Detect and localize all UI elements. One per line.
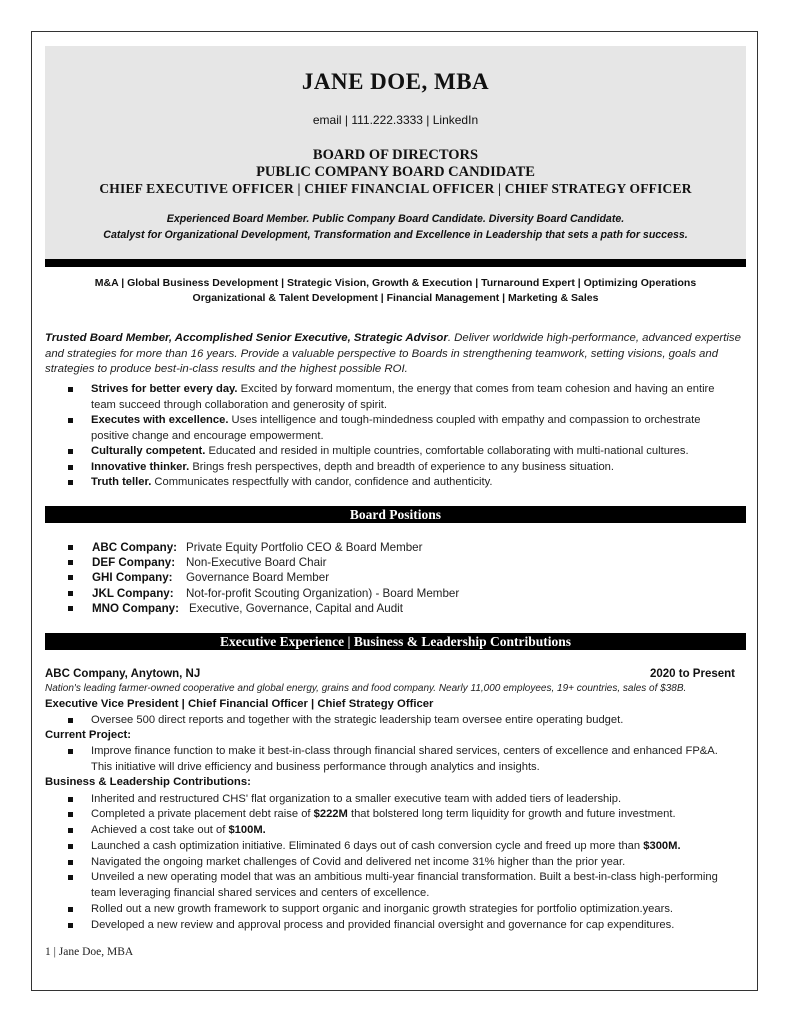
board-positions-heading: Board Positions (45, 506, 746, 523)
bullet-square-icon (68, 828, 73, 833)
board-role: Executive, Governance, Capital and Audit (189, 602, 403, 615)
contribution-highlight: $300M. (643, 840, 681, 852)
contribution-item (68, 918, 738, 934)
bullet-square-icon (68, 749, 73, 754)
job-dates: 2020 to Present (649, 668, 735, 680)
bullet-square-icon (68, 545, 73, 550)
board-role: Private Equity Portfolio CEO & Board Member (186, 541, 423, 554)
headline-title-2: PUBLIC COMPANY BOARD CANDIDATE (256, 164, 535, 180)
trait-item (68, 413, 738, 444)
board-company: MNO Company: (92, 602, 179, 615)
trait-item (68, 475, 738, 491)
contribution-item (68, 823, 738, 839)
skills-line-1: M&A | Global Business Development | Strategic Vision, Growth & Execution | Turnaround Expert | Optimizing Operations (94, 277, 697, 289)
summary-body: . Deliver worldwide high-performance, advanced expertise and strategies for more than 16 years. Provide a valuable perspective to Boards in strengthening teamwork, setting visions, goals and strategies to produce best-in-class results and the highest possible ROI. (45, 332, 741, 376)
board-company: GHI Company: (92, 571, 173, 584)
headline-title-3: CHIEF EXECUTIVE OFFICER | CHIEF FINANCIAL OFFICER | CHIEF STRATEGY OFFICER (99, 181, 692, 196)
trait-title: Executes with excellence. (91, 414, 229, 426)
bullet-square-icon (68, 860, 73, 865)
bullet-square-icon (68, 718, 73, 723)
header-divider (45, 259, 746, 267)
trait-text: Brings fresh perspectives, depth and breadth of experience to any business situation. (189, 461, 614, 473)
job-title: Executive Vice President | Chief Financial Officer | Chief Strategy Officer (45, 698, 434, 710)
contribution-text: Achieved a cost take out of (91, 824, 229, 836)
trait-title: Truth teller. (91, 476, 152, 488)
tagline-2: Catalyst for Organizational Development, Transformation and Excellence in Leadership that sets a path for success. (103, 229, 688, 241)
job-title-bullet (68, 713, 738, 729)
bullet-square-icon (68, 907, 73, 912)
job-company: ABC Company, Anytown, NJ (45, 668, 201, 680)
trait-item (68, 382, 738, 413)
company-description: Nation's leading farmer-owned cooperative and global energy, grains and food company. Nearly 11,000 employees, 19+ countries, sales of $38B. (45, 683, 687, 694)
bullet-square-icon (68, 797, 73, 802)
bullet-square-icon (68, 844, 73, 849)
contribution-item (68, 792, 738, 808)
headline-title-1: BOARD OF DIRECTORS (312, 147, 479, 163)
candidate-name: JANE DOE, MBA (301, 69, 490, 94)
current-project-bullet (68, 744, 738, 775)
contributions-label: Business & Leadership Contributions: (45, 776, 251, 788)
contribution-highlight: $222M (313, 808, 348, 820)
bullet-square-icon (68, 418, 73, 423)
trait-text: Educated and resided in multiple countries, comfortable collaborating with multi-national cultures. (205, 445, 689, 457)
contribution-text: Launched a cash optimization initiative. Eliminated 6 days out of cash conversion cycle and freed up more than (91, 840, 644, 852)
contribution-text: Unveiled a new operating model that was an ambitious multi-year financial transformation. Built a best-in-class high-performing team leveraging financial shared services and centers of excellence. (91, 871, 718, 899)
contact-line: email | 111.222.3333 | LinkedIn (312, 113, 479, 127)
contribution-text: Completed a private placement debt raise of (91, 808, 314, 820)
trait-title: Strives for better every day. (91, 383, 238, 395)
contribution-item (68, 855, 738, 871)
bullet-square-icon (68, 875, 73, 880)
bullet-square-icon (68, 449, 73, 454)
contribution-text-end: that bolstered long term liquidity for growth and future investment. (347, 808, 676, 820)
bullet-square-icon (68, 606, 73, 611)
bullet-square-icon (68, 480, 73, 485)
bullet-square-icon (68, 560, 73, 565)
trait-item (68, 444, 738, 460)
trait-item (68, 460, 738, 476)
contribution-item (68, 902, 738, 918)
executive-experience-heading: Executive Experience | Business & Leadership Contributions (45, 633, 746, 650)
trait-text: Excited by forward momentum, the energy that comes from team cohesion and having an entire team succeed through collaboration and generosity of spirit. (91, 383, 715, 411)
page-footer: 1 | Jane Doe, MBA (45, 946, 134, 958)
bullet-square-icon (68, 465, 73, 470)
bullet-square-icon (68, 812, 73, 817)
board-company: DEF Company: (92, 556, 176, 569)
summary-lead: Trusted Board Member, Accomplished Senior Executive, Strategic Advisor (45, 332, 448, 344)
trait-text: Uses intelligence and tough-mindedness coupled with empathy and compassion to orchestrate positive change and encourage empowerment. (91, 414, 701, 442)
contribution-highlight: $100M. (228, 824, 266, 836)
contribution-text: Rolled out a new growth framework to support organic and inorganic growth strategies for portfolio optimization.years. (91, 903, 674, 915)
board-company: JKL Company: (92, 587, 174, 600)
board-role: Not-for-profit Scouting Organization) - Board Member (186, 587, 460, 600)
bullet-square-icon (68, 575, 73, 580)
skills-line-2: Organizational & Talent Development | Financial Management | Marketing & Sales (192, 292, 599, 304)
bullet-square-icon (68, 387, 73, 392)
tagline-1: Experienced Board Member. Public Company Board Candidate. Diversity Board Candidate. (166, 213, 625, 225)
trait-text: Communicates respectfully with candor, confidence and authenticity. (151, 476, 493, 488)
contribution-text: Navigated the ongoing market challenges of Covid and delivered net income 31% higher than the prior year. (91, 856, 626, 868)
board-company: ABC Company: (92, 541, 178, 554)
summary-paragraph (45, 331, 748, 378)
contribution-item (68, 870, 738, 901)
trait-title: Innovative thinker. (91, 461, 190, 473)
bullet-square-icon (68, 591, 73, 596)
contribution-item (68, 807, 738, 823)
contribution-text: Developed a new review and approval process and provided financial oversight and governance for cap expenditures. (91, 919, 675, 931)
current-project-label: Current Project: (45, 729, 131, 741)
trait-title: Culturally competent. (91, 445, 206, 457)
contribution-item (68, 839, 738, 855)
board-role: Non-Executive Board Chair (186, 556, 327, 569)
bullet-square-icon (68, 923, 73, 928)
bullet-text: Improve finance function to make it best-in-class through financial shared services, centers of excellence and enhanced FP&A. This initiative will drive efficiency and business performance through analytics and insights. (91, 745, 718, 773)
bullet-text: Oversee 500 direct reports and together with the strategic leadership team oversee entire operating budget. (91, 714, 624, 726)
board-role: Governance Board Member (186, 571, 330, 584)
contribution-text: Inherited and restructured CHS' flat organization to a smaller executive team with added tiers of leadership. (91, 793, 622, 805)
